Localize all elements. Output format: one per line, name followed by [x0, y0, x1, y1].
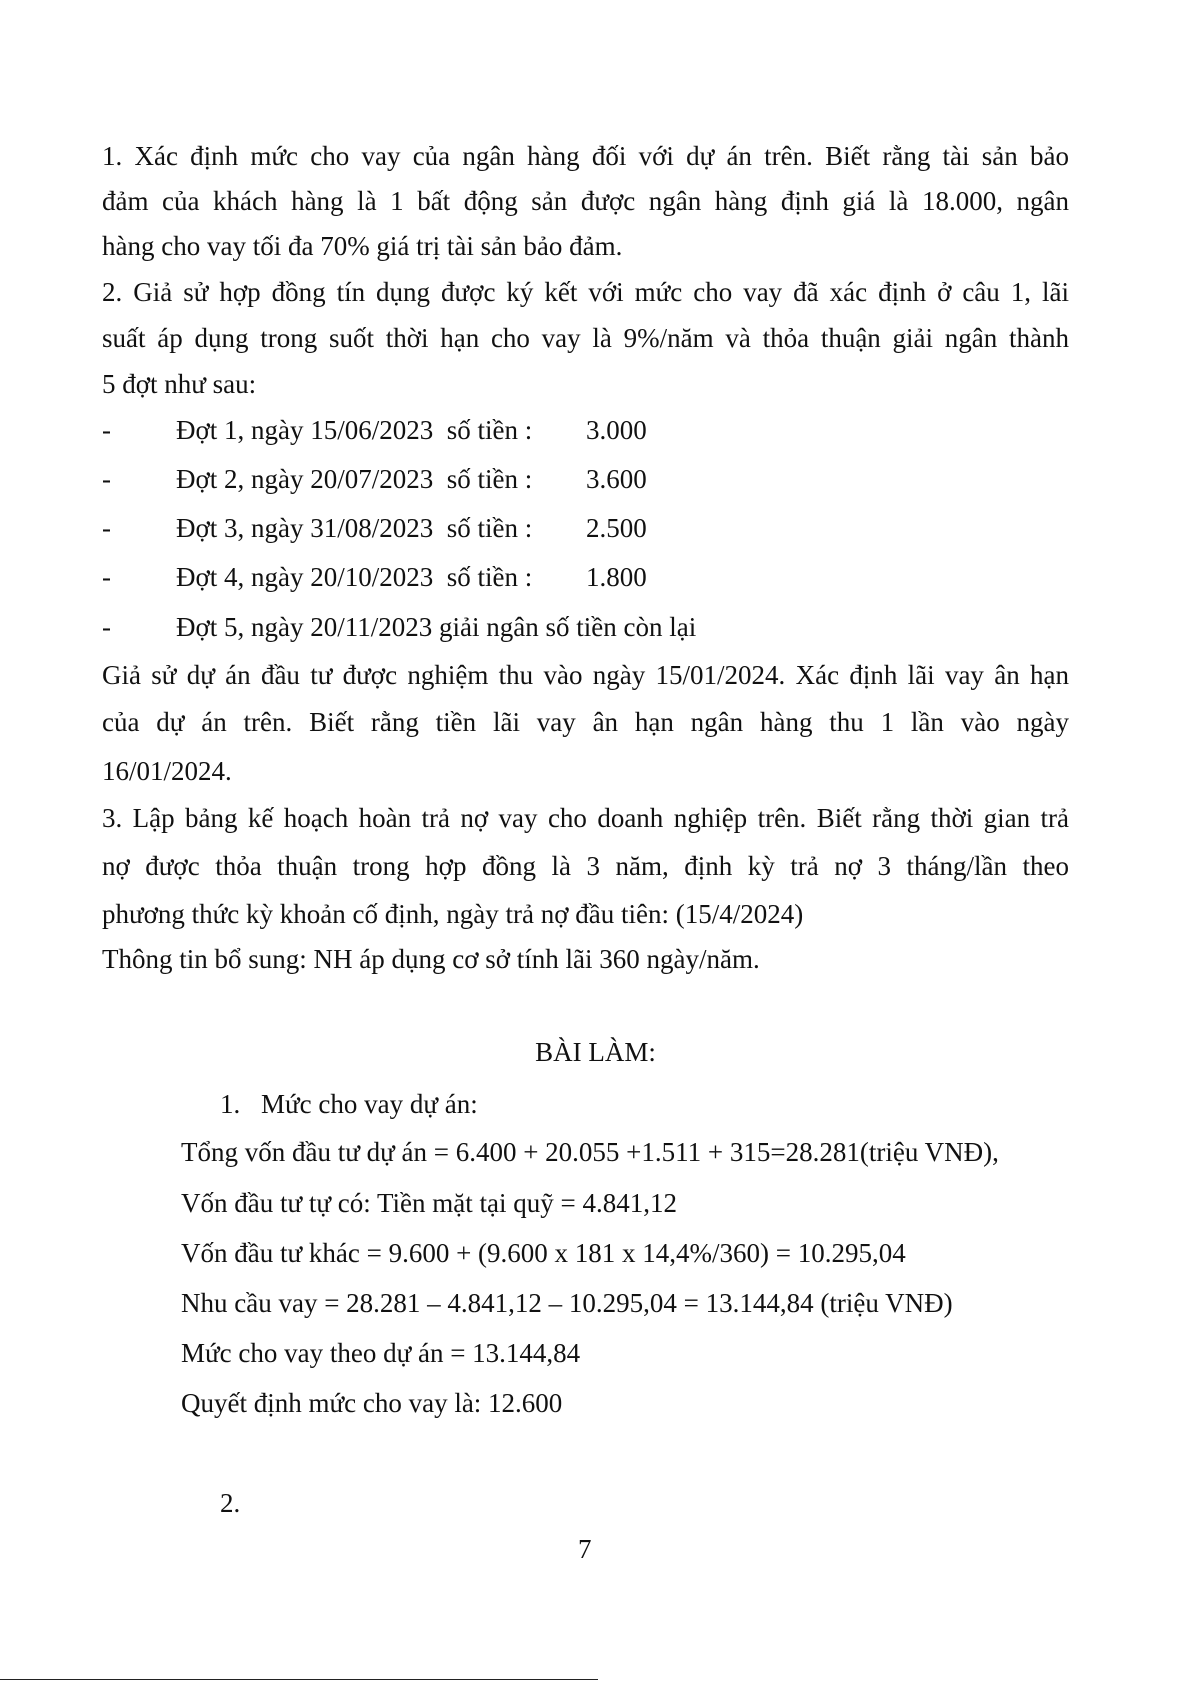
- disbursement-amount: 2.500: [586, 513, 647, 543]
- text-line: 1. Xác định mức cho vay của ngân hàng đối với dự án trên. Biết rằng tài sản bảo: [102, 141, 1069, 171]
- text-line: Giả sử dự án đầu tư được nghiệm thu vào ngày 15/01/2024. Xác định lãi vay ân hạn: [102, 660, 1069, 690]
- list-bullet: -: [102, 513, 111, 543]
- disbursement-label: Đợt 3, ngày 31/08/2023 số tiền :: [176, 513, 533, 543]
- disbursement-amount: 3.000: [586, 415, 647, 445]
- question-3-paragraph: [102, 801, 1069, 883]
- list-bullet: -: [102, 464, 111, 494]
- text-line: của dự án trên. Biết rằng tiền lãi vay ân hạn ngân hàng thu 1 lần vào ngày: [102, 707, 1069, 737]
- page-number: 7: [578, 1534, 592, 1564]
- disbursement-amount: 3.600: [586, 464, 647, 494]
- disbursement-label: Đợt 2, ngày 20/07/2023 số tiền :: [176, 464, 533, 494]
- solution-line: Tổng vốn đầu tư dự án = 6.400 + 20.055 +1.511 + 315=28.281(triệu VNĐ),: [181, 1137, 999, 1167]
- disbursement-label: Đợt 1, ngày 15/06/2023 số tiền :: [176, 415, 533, 445]
- text-line: đảm của khách hàng là 1 bất động sản được ngân hàng định giá là 18.000, ngân: [102, 186, 1069, 216]
- solution-item-number: 2.: [220, 1488, 241, 1518]
- footer-divider: [0, 1679, 598, 1680]
- text-line: 5 đợt như sau:: [102, 369, 257, 399]
- text-line: 3. Lập bảng kế hoạch hoàn trả nợ vay cho doanh nghiệp trên. Biết rằng thời gian trả: [102, 803, 1069, 833]
- list-bullet: -: [102, 612, 111, 642]
- solution-line: Nhu cầu vay = 28.281 – 4.841,12 – 10.295,04 = 13.144,84 (triệu VNĐ): [181, 1288, 953, 1318]
- solution-heading: BÀI LÀM:: [535, 1037, 656, 1067]
- solution-item-title: Mức cho vay dự án:: [261, 1089, 478, 1119]
- text-line: Thông tin bổ sung: NH áp dụng cơ sở tính lãi 360 ngày/năm.: [102, 944, 760, 974]
- solution-item-number: 1.: [220, 1089, 241, 1119]
- solution-line: Mức cho vay theo dự án = 13.144,84: [181, 1338, 581, 1368]
- text-line: 2. Giả sử hợp đồng tín dụng được ký kết với mức cho vay đã xác định ở câu 1, lãi: [102, 277, 1069, 307]
- text-line: 16/01/2024.: [102, 756, 232, 786]
- disbursement-label: Đợt 5, ngày 20/11/2023 giải ngân số tiền còn lại: [176, 612, 697, 642]
- solution-line: Quyết định mức cho vay là: 12.600: [181, 1388, 563, 1418]
- disbursement-amount: 1.800: [586, 562, 647, 592]
- text-line: nợ được thỏa thuận trong hợp đồng là 3 năm, định kỳ trả nợ 3 tháng/lần theo: [102, 851, 1069, 881]
- solution-line: Vốn đầu tư tự có: Tiền mặt tại quỹ = 4.841,12: [181, 1188, 677, 1218]
- text-line: hàng cho vay tối đa 70% giá trị tài sản bảo đảm.: [102, 231, 623, 261]
- list-bullet: -: [102, 562, 111, 592]
- disbursement-label: Đợt 4, ngày 20/10/2023 số tiền :: [176, 562, 533, 592]
- question-1-paragraph: [102, 139, 1069, 218]
- acceptance-paragraph: [102, 658, 1069, 739]
- text-line: phương thức kỳ khoản cố định, ngày trả nợ đầu tiên: (15/4/2024): [102, 899, 804, 929]
- solution-line: Vốn đầu tư khác = 9.600 + (9.600 x 181 x 14,4%/360) = 10.295,04: [181, 1238, 906, 1268]
- list-bullet: -: [102, 415, 111, 445]
- text-line: suất áp dụng trong suốt thời hạn cho vay là 9%/năm và thỏa thuận giải ngân thành: [102, 323, 1069, 353]
- question-2-paragraph: [102, 275, 1069, 355]
